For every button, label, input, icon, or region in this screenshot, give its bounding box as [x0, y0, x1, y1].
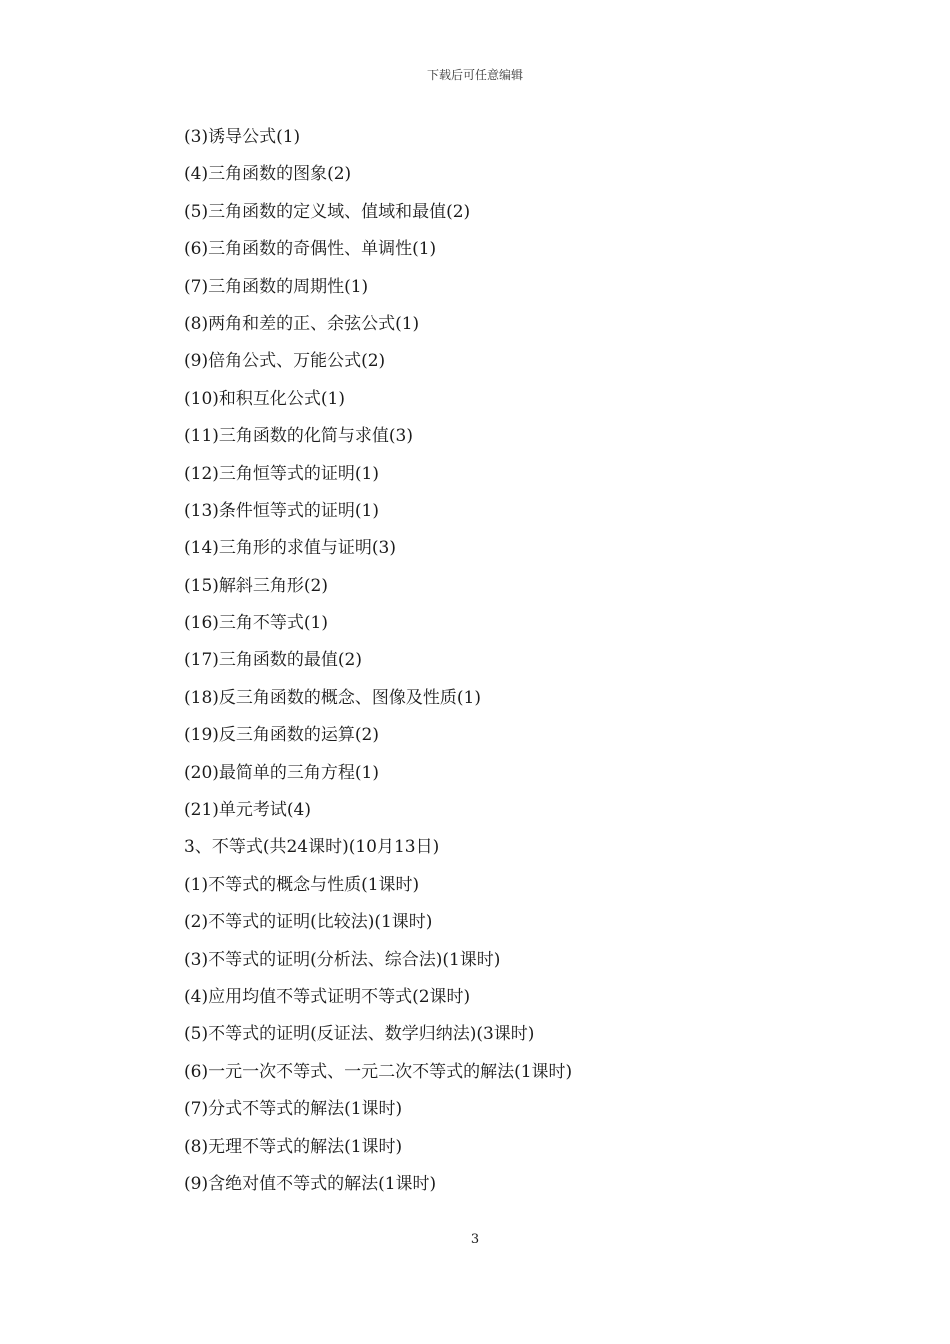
list-item: (4)三角函数的图象(2): [184, 164, 352, 185]
list-item: (9)含绝对值不等式的解法(1课时): [184, 1173, 437, 1194]
list-item: (14)三角形的求值与证明(3): [184, 538, 396, 559]
list-item: (8)两角和差的正、余弦公式(1): [184, 313, 420, 334]
list-item: (6)三角函数的奇偶性、单调性(1): [184, 239, 437, 260]
list-item: (16)三角不等式(1): [184, 613, 328, 634]
list-item: (10)和积互化公式(1): [184, 388, 345, 409]
list-item: (6)一元一次不等式、一元二次不等式的解法(1课时): [184, 1061, 573, 1082]
list-item: (20)最简单的三角方程(1): [184, 762, 379, 783]
list-item: (7)分式不等式的解法(1课时): [184, 1099, 403, 1120]
list-item: (4)应用均值不等式证明不等式(2课时): [184, 986, 471, 1007]
list-item: (9)倍角公式、万能公式(2): [184, 351, 386, 372]
list-item: (17)三角函数的最值(2): [184, 650, 362, 671]
list-item: (13)条件恒等式的证明(1): [184, 500, 379, 521]
document-body: [184, 122, 784, 1206]
list-item: (2)不等式的证明(比较法)(1课时): [184, 912, 433, 933]
list-item: (7)三角函数的周期性(1): [184, 276, 369, 297]
section-heading: 3、不等式(共24课时)(10月13日): [184, 837, 440, 858]
list-item: (15)解斜三角形(2): [184, 575, 328, 596]
page-number: 3: [470, 1232, 480, 1247]
list-item: (8)无理不等式的解法(1课时): [184, 1136, 403, 1157]
list-item: (3)不等式的证明(分析法、综合法)(1课时): [184, 949, 501, 970]
page-header-note: 下载后可任意编辑: [426, 68, 523, 82]
list-item: (19)反三角函数的运算(2): [184, 725, 379, 746]
list-item: (3)诱导公式(1): [184, 127, 301, 147]
list-item: (11)三角函数的化简与求值(3): [184, 426, 413, 447]
list-item: (21)单元考试(4): [184, 800, 311, 821]
list-item: (1)不等式的概念与性质(1课时): [184, 874, 420, 895]
list-item: (18)反三角函数的概念、图像及性质(1): [184, 687, 481, 708]
list-item: (5)三角函数的定义域、值域和最值(2): [184, 201, 471, 222]
list-item: (12)三角恒等式的证明(1): [184, 463, 379, 484]
list-item: (5)不等式的证明(反证法、数学归纳法)(3课时): [184, 1024, 535, 1045]
